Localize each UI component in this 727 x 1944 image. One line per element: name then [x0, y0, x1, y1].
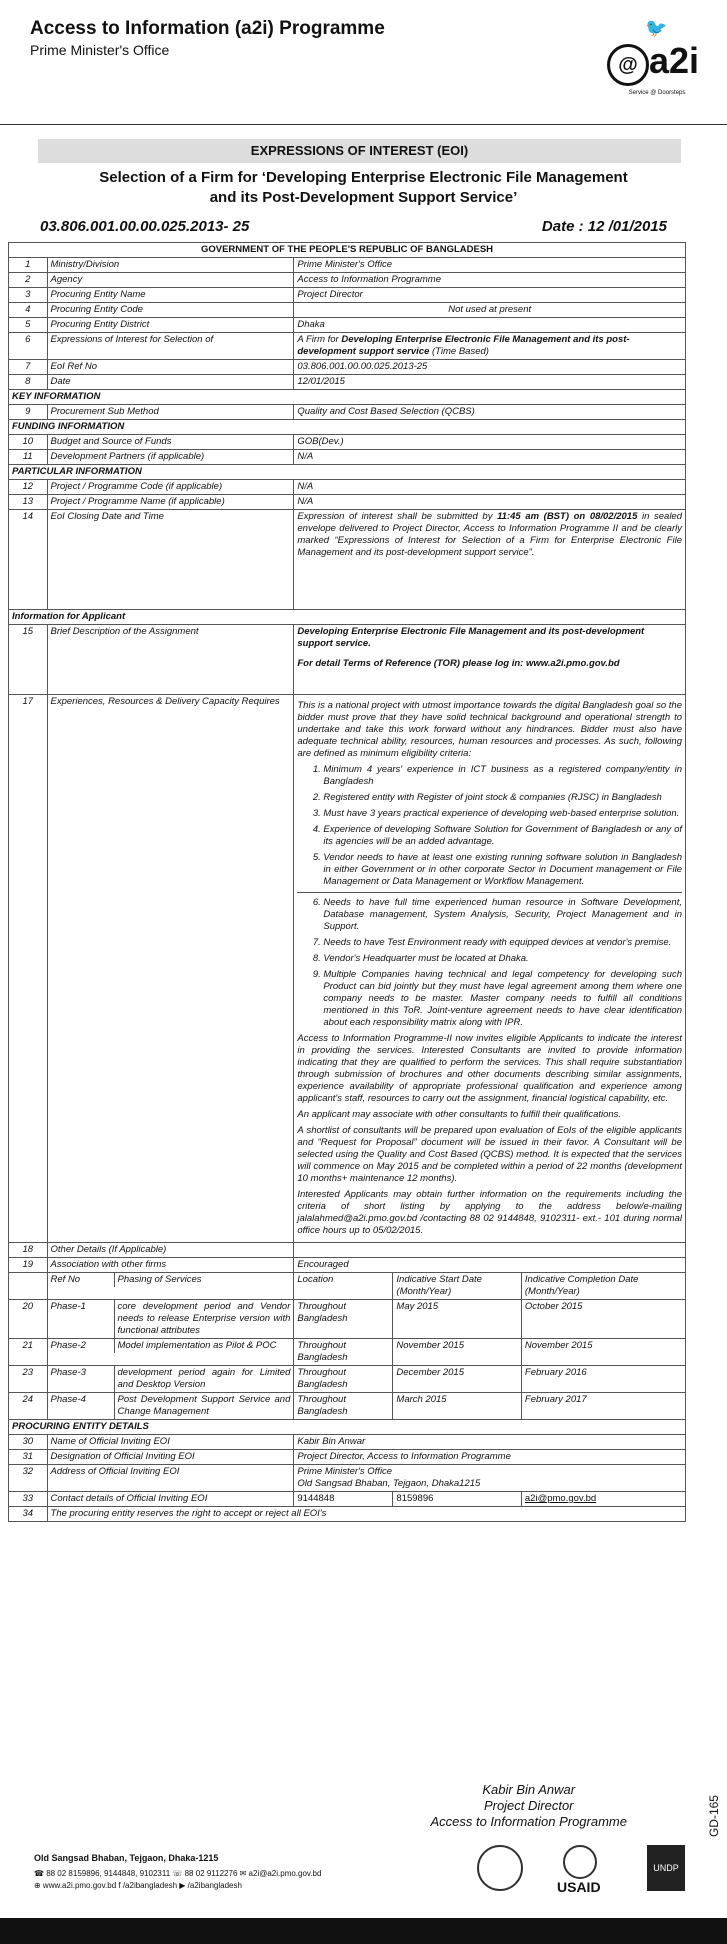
- section-applicant: Information for Applicant: [9, 610, 686, 625]
- table-row: 6 Expressions of Interest for Selection of A Firm for Developing Enterprise Electronic File Management and its post-development support service (Time Based): [9, 333, 686, 360]
- contact-email-link[interactable]: a2i@pmo.gov.bd: [521, 1492, 685, 1507]
- office-name: Prime Minister's Office: [30, 42, 170, 58]
- table-row: 14 EoI Closing Date and Time Expression of interest shall be submitted by 11:45 am (BST) on 08/02/2015 in sealed envelope delivered to Project Director, Access to Information Programme II and be clearly marked “Expressions of Interest for Selection of a Firm for Enterprise Electronic File Management and its post-development support service”.: [9, 510, 686, 610]
- table-row: 23 Phase-3 development period again for Limited and Desktop Version Throughout Bangladesh December 2015 February 2016: [9, 1366, 686, 1393]
- table-row: 1 Ministry/Division Prime Minister's Office: [9, 258, 686, 273]
- ring-icon: @: [607, 44, 649, 86]
- criteria-list-2: 6. Needs to have full time experienced human resource in Software Development, Database management, System Analysis, Security, Project Management and in Support. 7. Needs to have Test Environment ready with equipped devices at vendor's premise. 8. Vendor's Headquarter must be located at Dhaka. 9. Multiple Companies having technical and legal competency for developing such Product can bid jointly but they must have legal agreement among them where one company needs to be master. Master company needs to fulfill all conditions mentioned in this ToR. Joint-venture agreement needs to have clear identification about each responsibility matrix along with IPR.: [297, 892, 682, 1029]
- scan-edge: [0, 1918, 727, 1944]
- table-row: 5 Procuring Entity District Dhaka: [9, 318, 686, 333]
- partner-logos: [477, 1845, 697, 1905]
- signature-block: Kabir Bin Anwar Project Director Access to Information Programme: [430, 1782, 627, 1829]
- eoi-date: Date : 12 /01/2015: [541, 218, 667, 235]
- govt-seal-icon: [477, 1845, 523, 1891]
- table-row: 17 Experiences, Resources & Delivery Capacity Requires This is a national project with utmost importance towards the digital Bangladesh goal so the bidder must prove that they have solid technical background and operational strength to undertake and take this work forward without any hindrances. Bidder must also have adequate technical ability, resources, human resources and processes. As such, following are defined as minimum eligibility criteria: 1. Minimum 4 years' experience in ICT business as a registered company/entity in Bangladesh 2. Registered entity with Register of joint stock & companies (RJSC) in Bangladesh 3. Must have 3 years practical experience of developing web-based enterprise solution. 4. Experience of developing Software Solution for Government of Bangladesh or any of its agencies will be an added advantage. 5. Vendor needs to have at least one existing running software solution in Bangladesh in either Government or in other corporate Sector in Document management or File Management or Data Management or Workflow Management. 6. Needs to have full time experienced human resource in Software Development, Database management, System Analysis, Security, Project Management and in Support. 7. Needs to have Test Environment ready with equipped devices at vendor's premise. 8. Vendor's Headquarter must be located at Dhaka. 9. Multiple Companies having technical and legal competency for developing such Product can bid jointly but they must have legal agreement among them where one company needs to be master. Master company needs to fulfill all conditions mentioned in this ToR. Joint-venture agreement needs to have clear identification about each responsibility matrix along with IPR. Access to Information Programme-II now invites eligible Applicants to indicate the interest in providing the services. Interested Consultants are invited to provide information indicating that they are qualified to perform the services. This shall require substantiation through submission of brochures and other documents describing similar assignments, experience availability of appropriate professional qualification and experience among applicant's staff, resources to carry out the assignment, financial logistical capability, etc. An applicant may associate with other consultants to fulfill their qualifications. A shortlist of consultants will be prepared upon evaluation of EoIs of the eligible applicants and “Request for Proposal” document will be issued in their favor. A Consultant will be selected using the Quality and Cost Based (QCBS) method. It is expected that the services will commence on May 2015 and be completed within a period of 22 months (development 10 months+ maintenance 12 months). Interested Applicants may obtain further information on the requirements including the criteria of short listing by applying to the address below/e-mailing jalalahmed@a2i.pmo.gov.bd /contacting 88 02 9144848, 9102311- ext.- 101 during normal office hours up to 05/02/2015.: [9, 695, 686, 1243]
- section-funding: FUNDING INFORMATION: [9, 420, 686, 435]
- table-row: 21 Phase-2 Model implementation as Pilot & POC Throughout Bangladesh November 2015 November 2015: [9, 1339, 686, 1366]
- table-row: 9 Procurement Sub Method Quality and Cost Based Selection (QCBS): [9, 405, 686, 420]
- footer-address: Old Sangsad Bhaban, Tejgaon, Dhaka-1215: [34, 1853, 219, 1863]
- org-name: Access to Information (a2i) Programme: [30, 18, 385, 39]
- gd-code: GD-165: [707, 1795, 721, 1838]
- eoi-ref: 03.806.001.00.00.025.2013- 25: [40, 218, 250, 235]
- eoi-title-line1: Selection of a Firm for ‘Developing Enterprise Electronic File Management: [99, 169, 628, 186]
- eoi-title: [10, 168, 717, 208]
- eoi-title-line2: and its Post-Development Support Service’: [209, 189, 518, 206]
- table-row: 10 Budget and Source of Funds GOB(Dev.): [9, 435, 686, 450]
- table-row: 19 Association with other firms Encouraged: [9, 1258, 686, 1273]
- table-row: 15 Brief Description of the Assignment Developing Enterprise Electronic File Management and its post-development support service. For detail Terms of Reference (TOR) please log in: www.a2i.pmo.gov.bd: [9, 625, 686, 695]
- gov-heading: GOVERNMENT OF THE PEOPLE'S REPUBLIC OF BANGLADESH: [9, 243, 686, 258]
- table-row: 34 The procuring entity reserves the right to accept or reject all EOI's: [9, 1507, 686, 1522]
- table-row: 32 Address of Official Inviting EOI Prime Minister's Office Old Sangsad Bhaban, Tejgaon, Dhaka1215: [9, 1465, 686, 1492]
- section-procuring: PROCURING ENTITY DETAILS: [9, 1420, 686, 1435]
- table-row: 13 Project / Programme Name (if applicable) N/A: [9, 495, 686, 510]
- table-row: 12 Project / Programme Code (if applicable) N/A: [9, 480, 686, 495]
- logo-text: a2i: [649, 40, 700, 81]
- table-row: 7 EoI Ref No 03.806.001.00.00.025.2013-25: [9, 360, 686, 375]
- bird-icon: 🐦: [645, 18, 668, 38]
- ref-row: [40, 218, 667, 235]
- criteria-list: 1. Minimum 4 years' experience in ICT business as a registered company/entity in Bangladesh 2. Registered entity with Register of joint stock & companies (RJSC) in Bangladesh 3. Must have 3 years practical experience of developing web-based enterprise solution. 4. Experience of developing Software Solution for Government of Bangladesh or any of its agencies will be an added advantage. 5. Vendor needs to have at least one existing running software solution in Bangladesh in either Government or in other corporate Sector in Document management or File Management or Data Management or Workflow Management.: [297, 764, 682, 888]
- footer-contacts: ☎ 88 02 8159896, 9144848, 9102311 ☏ 88 02 9112276 ✉ a2i@a2i.pmo.gov.bd: [34, 1869, 322, 1878]
- table-row: 20 Phase-1 core development period and Vendor needs to release Enterprise version with functional attributes Throughout Bangladesh May 2015 October 2015: [9, 1300, 686, 1339]
- table-row: 18 Other Details (If Applicable): [9, 1243, 686, 1258]
- letterhead: [30, 18, 700, 98]
- eoi-heading: EXPRESSIONS OF INTEREST (EOI): [38, 139, 681, 163]
- usaid-logo: USAID: [557, 1879, 601, 1895]
- footer: [34, 1852, 321, 1892]
- table-row: 8 Date 12/01/2015: [9, 375, 686, 390]
- a2i-logo: [607, 18, 700, 113]
- eoi-table: [8, 242, 686, 1522]
- section-particular: PARTICULAR INFORMATION: [9, 465, 686, 480]
- tor-link[interactable]: For detail Terms of Reference (TOR) please log in: www.a2i.pmo.gov.bd: [297, 658, 620, 669]
- table-row: 4 Procuring Entity Code Not used at present: [9, 303, 686, 318]
- table-row: 2 Agency Access to Information Programme: [9, 273, 686, 288]
- table-row: 31 Designation of Official Inviting EOI Project Director, Access to Information Programme: [9, 1450, 686, 1465]
- phase-header: Ref No Phasing of Services Location Indicative Start Date (Month/Year) Indicative Completion Date (Month/Year): [9, 1273, 686, 1300]
- section-key-info: KEY INFORMATION: [9, 390, 686, 405]
- usaid-seal-icon: [563, 1845, 597, 1879]
- table-row: 24 Phase-4 Post Development Support Service and Change Management Throughout Bangladesh March 2015 February 2017: [9, 1393, 686, 1420]
- header-divider: [0, 124, 727, 125]
- logo-tagline: Service @ Doorsteps: [628, 90, 686, 96]
- table-row: 33 Contact details of Official Inviting EOI 9144848 8159896 a2i@pmo.gov.bd: [9, 1492, 686, 1507]
- undp-logo: UNDP: [647, 1845, 685, 1891]
- footer-web: ⊕ www.a2i.pmo.gov.bd f /a2ibangladesh ▶ /a2ibangladesh: [34, 1881, 242, 1890]
- table-row: 11 Development Partners (if applicable) N/A: [9, 450, 686, 465]
- table-row: 30 Name of Official Inviting EOI Kabir Bin Anwar: [9, 1435, 686, 1450]
- table-row: 3 Procuring Entity Name Project Director: [9, 288, 686, 303]
